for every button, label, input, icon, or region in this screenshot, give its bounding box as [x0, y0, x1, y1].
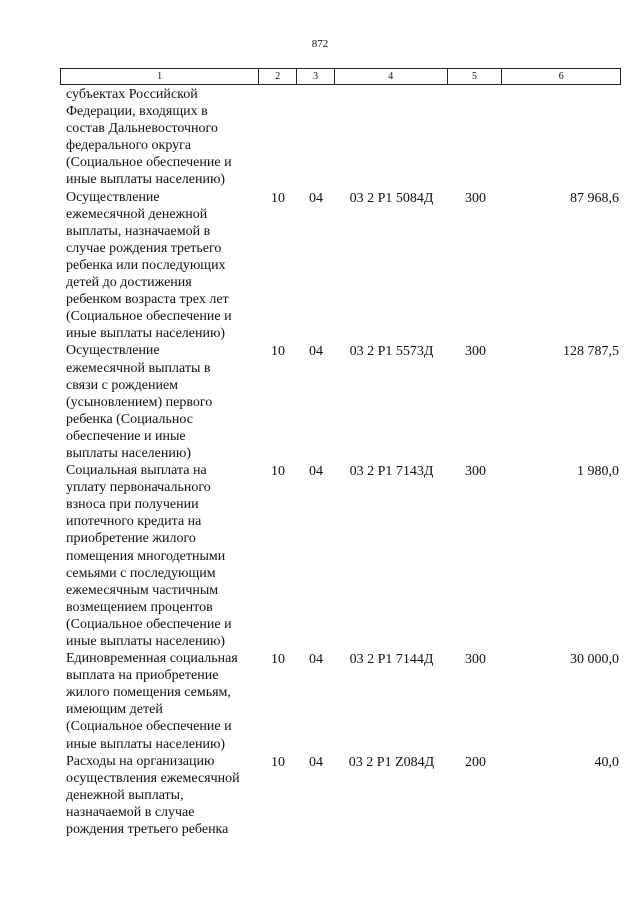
row-amount: 1 980,0	[577, 464, 619, 480]
row-amount	[503, 86, 621, 189]
table-header-row	[60, 68, 621, 85]
table-row	[60, 462, 621, 650]
page-number: 872	[311, 38, 329, 50]
row-target-code	[335, 86, 448, 189]
description-line: (Социальное обеспечение и	[66, 616, 232, 632]
description-line: денежной выплаты,	[66, 787, 184, 803]
column-header-4: 4	[335, 69, 448, 84]
description-line: выплаты населению)	[66, 445, 191, 461]
table-row	[60, 650, 621, 753]
row-section: 10	[271, 190, 285, 206]
row-amount: 87 968,6	[570, 190, 619, 206]
row-expense-kind: 300	[465, 464, 486, 480]
row-subsection: 04	[309, 652, 323, 668]
description-line: федерального округа	[66, 138, 192, 154]
description-line: ежемесячной выплаты в	[66, 360, 211, 376]
description-line: ребенка или последующих	[66, 257, 226, 273]
description-line: ребенка (Социальнос	[66, 411, 193, 427]
row-section: 10	[271, 344, 285, 360]
table-row	[60, 342, 621, 462]
row-section: 10	[271, 652, 285, 668]
description-line: субъектах Российской	[66, 87, 198, 102]
description-line: связи с рождением	[66, 377, 179, 393]
row-subsection: 04	[309, 190, 323, 206]
row-section: 10	[271, 464, 285, 480]
column-header-2: 2	[259, 69, 297, 84]
row-subsection: 04	[309, 344, 323, 360]
description-line: обеспечение и иные	[66, 428, 186, 444]
row-target-code: 03 2 P1 5573Д	[349, 344, 434, 360]
description-line: Осуществление	[66, 343, 160, 359]
description-line: (Социальное обеспечение и	[66, 155, 232, 171]
description-line: ребенком возраста трех лет	[66, 292, 229, 308]
row-subsection: 04	[309, 754, 323, 770]
table-body	[60, 86, 621, 838]
table-row	[60, 86, 621, 189]
row-target-code: 03 2 P1 7144Д	[349, 652, 434, 668]
row-description	[60, 462, 259, 650]
description-line: Осуществление	[66, 189, 160, 205]
row-subsection: 04	[309, 464, 323, 480]
description-line: иные выплаты населению)	[66, 634, 226, 649]
description-line: Социальная выплата на	[66, 463, 207, 479]
table-row	[60, 189, 621, 343]
description-line: семьями с последующим	[66, 565, 216, 581]
description-line: помещения многодетными	[66, 548, 226, 564]
description-line: осуществления ежемесячной	[66, 770, 240, 786]
description-line: (усыновлением) первого	[66, 394, 213, 410]
description-line: выплаты, назначаемой в	[66, 223, 211, 239]
row-expense-kind: 300	[465, 190, 486, 206]
description-line: ежемесячным частичным	[66, 582, 219, 598]
description-line: жилого помещения семьям,	[66, 685, 231, 701]
description-line: возмещением процентов	[66, 599, 213, 615]
description-line: (Социальное обеспечение и	[66, 309, 232, 325]
row-target-code: 03 2 P1 Z084Д	[348, 754, 435, 770]
row-target-code: 03 2 P1 5084Д	[349, 190, 434, 206]
description-line: ежемесячной денежной	[66, 206, 208, 222]
description-line: иные выплаты населению)	[66, 326, 226, 342]
column-header-3: 3	[297, 69, 335, 84]
row-amount: 128 787,5	[563, 344, 619, 360]
row-amount: 40,0	[594, 754, 619, 770]
description-line: уплату первоначального	[66, 480, 211, 496]
row-description	[60, 342, 259, 462]
description-line: иные выплаты населению)	[66, 172, 226, 188]
column-header-1: 1	[61, 69, 259, 84]
table-row	[60, 753, 621, 838]
description-line: приобретение жилого	[66, 531, 196, 547]
row-expense-kind: 300	[465, 652, 486, 668]
description-line: детей до достижения	[66, 275, 192, 291]
description-line: имеющим детей	[66, 702, 163, 718]
row-subsection	[297, 86, 335, 189]
row-description	[60, 86, 259, 189]
description-line: выплата на приобретение	[66, 668, 219, 684]
row-section: 10	[271, 754, 285, 770]
description-line: Единовременная социальная	[66, 651, 238, 667]
description-line: Федерации, входящих в	[66, 104, 208, 120]
row-target-code: 03 2 P1 7143Д	[349, 464, 434, 480]
description-line: взноса при получении	[66, 497, 199, 513]
column-header-6: 6	[558, 71, 564, 82]
row-description	[60, 753, 259, 838]
description-line: случае рождения третьего	[66, 240, 222, 256]
row-amount: 30 000,0	[570, 652, 619, 668]
row-expense-kind	[448, 86, 503, 189]
column-header-5: 5	[448, 69, 503, 84]
description-line: Расходы на организацию	[66, 753, 215, 769]
row-section	[259, 86, 297, 189]
row-expense-kind: 300	[465, 344, 486, 360]
description-line: ипотечного кредита на	[66, 514, 202, 530]
description-line: рождения третьего ребенка	[66, 822, 229, 838]
description-line: иные выплаты населению)	[66, 736, 226, 752]
row-description	[60, 650, 259, 753]
row-expense-kind: 200	[465, 754, 486, 770]
description-line: (Социальное обеспечение и	[66, 719, 232, 735]
description-line: назначаемой в случае	[66, 804, 195, 820]
description-line: состав Дальневосточного	[66, 121, 218, 137]
row-description	[60, 189, 259, 343]
